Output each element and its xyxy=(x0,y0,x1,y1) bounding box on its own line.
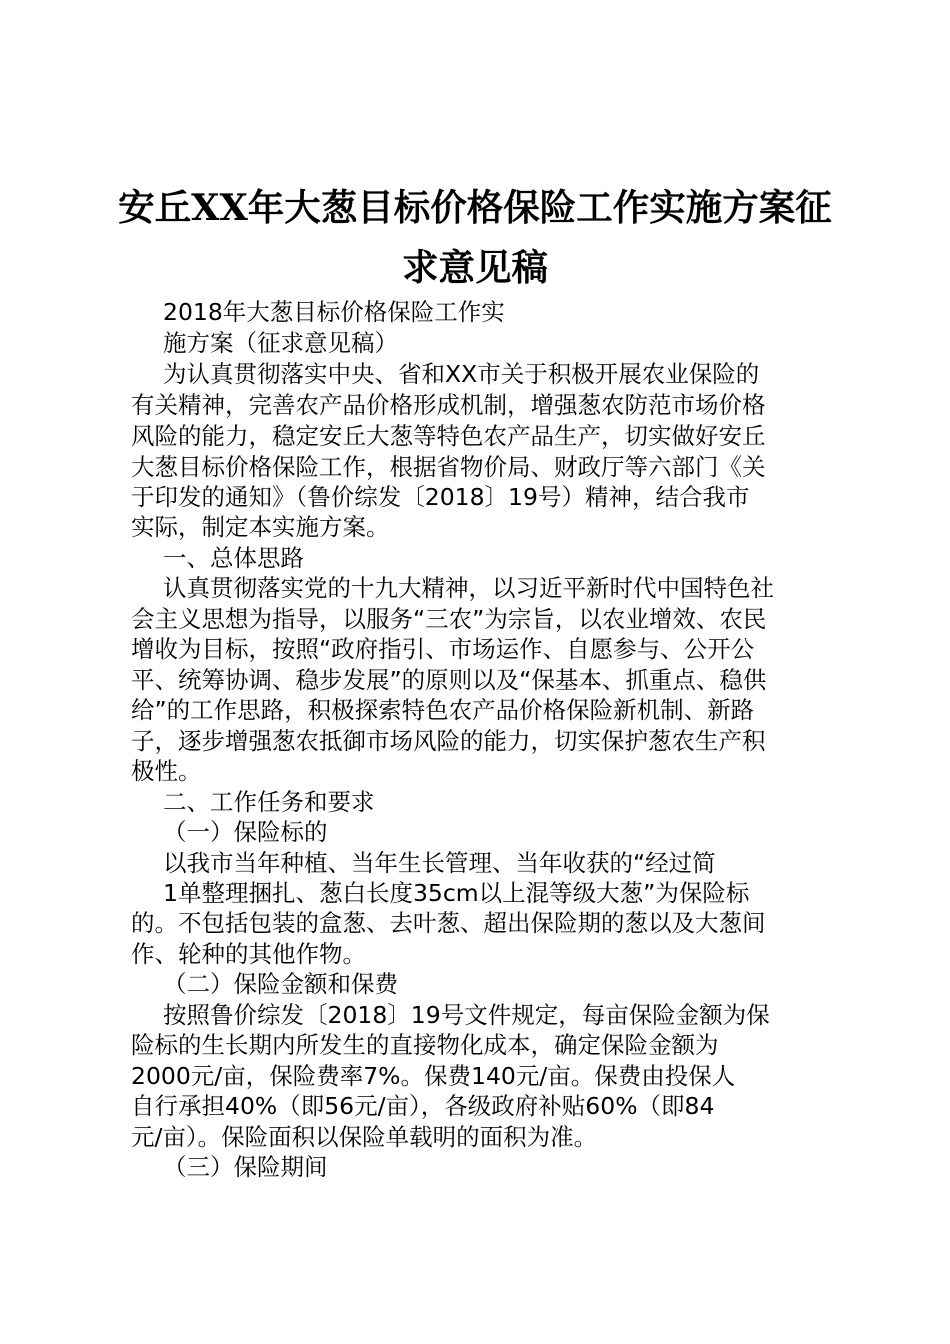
paragraph-line: 实际，制定本实施方案。 xyxy=(131,513,390,541)
paragraph-line: 大葱目标价格保险工作，根据省物价局、财政厅等六部门《关 xyxy=(131,453,766,481)
paragraph-line: 于印发的通知》（鲁价综发〔2018〕19号）精神，结合我市 xyxy=(131,483,750,511)
subsection-heading: （二）保险金额和保费 xyxy=(163,970,398,998)
paragraph-line: 按照鲁价综发〔2018〕19号文件规定，每亩保险金额为保 xyxy=(163,1001,770,1029)
paragraph-line: 为认真贯彻落实中央、省和XX市关于积极开展农业保险的 xyxy=(163,360,760,388)
section-heading: 二、工作任务和要求 xyxy=(163,788,375,816)
paragraph-line: 自行承担40%（即56元/亩），各级政府补贴60%（即84 xyxy=(131,1092,715,1120)
paragraph-line: 有关精神，完善农产品价格形成机制，增强葱农防范市场价格 xyxy=(131,391,766,419)
paragraph-line: 2018年大葱目标价格保险工作实 xyxy=(163,298,505,326)
paragraph-line: 风险的能力，稳定安丘大葱等特色农产品生产，切实做好安丘 xyxy=(131,422,766,450)
paragraph-line: 1单整理捆扎、葱白长度35cm以上混等级大葱”为保险标 xyxy=(163,879,750,907)
paragraph-line: 元/亩）。保险面积以保险单载明的面积为准。 xyxy=(131,1123,598,1151)
paragraph-line: 子，逐步增强葱农抵御市场风险的能力，切实保护葱农生产积 xyxy=(131,727,766,755)
paragraph-line: 以我市当年种植、当年生长管理、当年收获的“经过简 xyxy=(163,849,716,877)
section-heading: 一、总体思路 xyxy=(163,544,304,572)
paragraph-line: 极性。 xyxy=(131,757,202,785)
paragraph-line: 作、轮种的其他作物。 xyxy=(131,940,366,968)
paragraph-line: 2000元/亩，保险费率7%。保费140元/亩。保费由投保人 xyxy=(131,1062,736,1090)
paragraph-line: 的。不包括包装的盒葱、去叶葱、超出保险期的葱以及大葱间 xyxy=(131,909,766,937)
subsection-heading: （一）保险标的 xyxy=(163,818,328,846)
document-title-line-1: 安丘XX年大葱目标价格保险工作实施方案征 xyxy=(118,186,832,229)
paragraph-line: 给”的工作思路，积极探索特色农产品价格保险新机制、新路 xyxy=(131,696,755,724)
document-title-line-2: 求意见稿 xyxy=(402,246,548,289)
paragraph-line: 会主义思想为指导，以服务“三农”为宗旨，以农业增效、农民 xyxy=(131,605,767,633)
paragraph-line: 平、统筹协调、稳步发展”的原则以及“保基本、抓重点、稳供 xyxy=(131,666,767,694)
paragraph-line: 增收为目标，按照“政府指引、市场运作、自愿参与、公开公 xyxy=(131,635,755,663)
subsection-heading: （三）保险期间 xyxy=(163,1153,328,1181)
paragraph-line: 险标的生长期内所发生的直接物化成本，确定保险金额为 xyxy=(131,1031,719,1059)
paragraph-line: 施方案（征求意见稿） xyxy=(163,329,398,357)
paragraph-line: 认真贯彻落实党的十九大精神，以习近平新时代中国特色社 xyxy=(163,574,774,602)
